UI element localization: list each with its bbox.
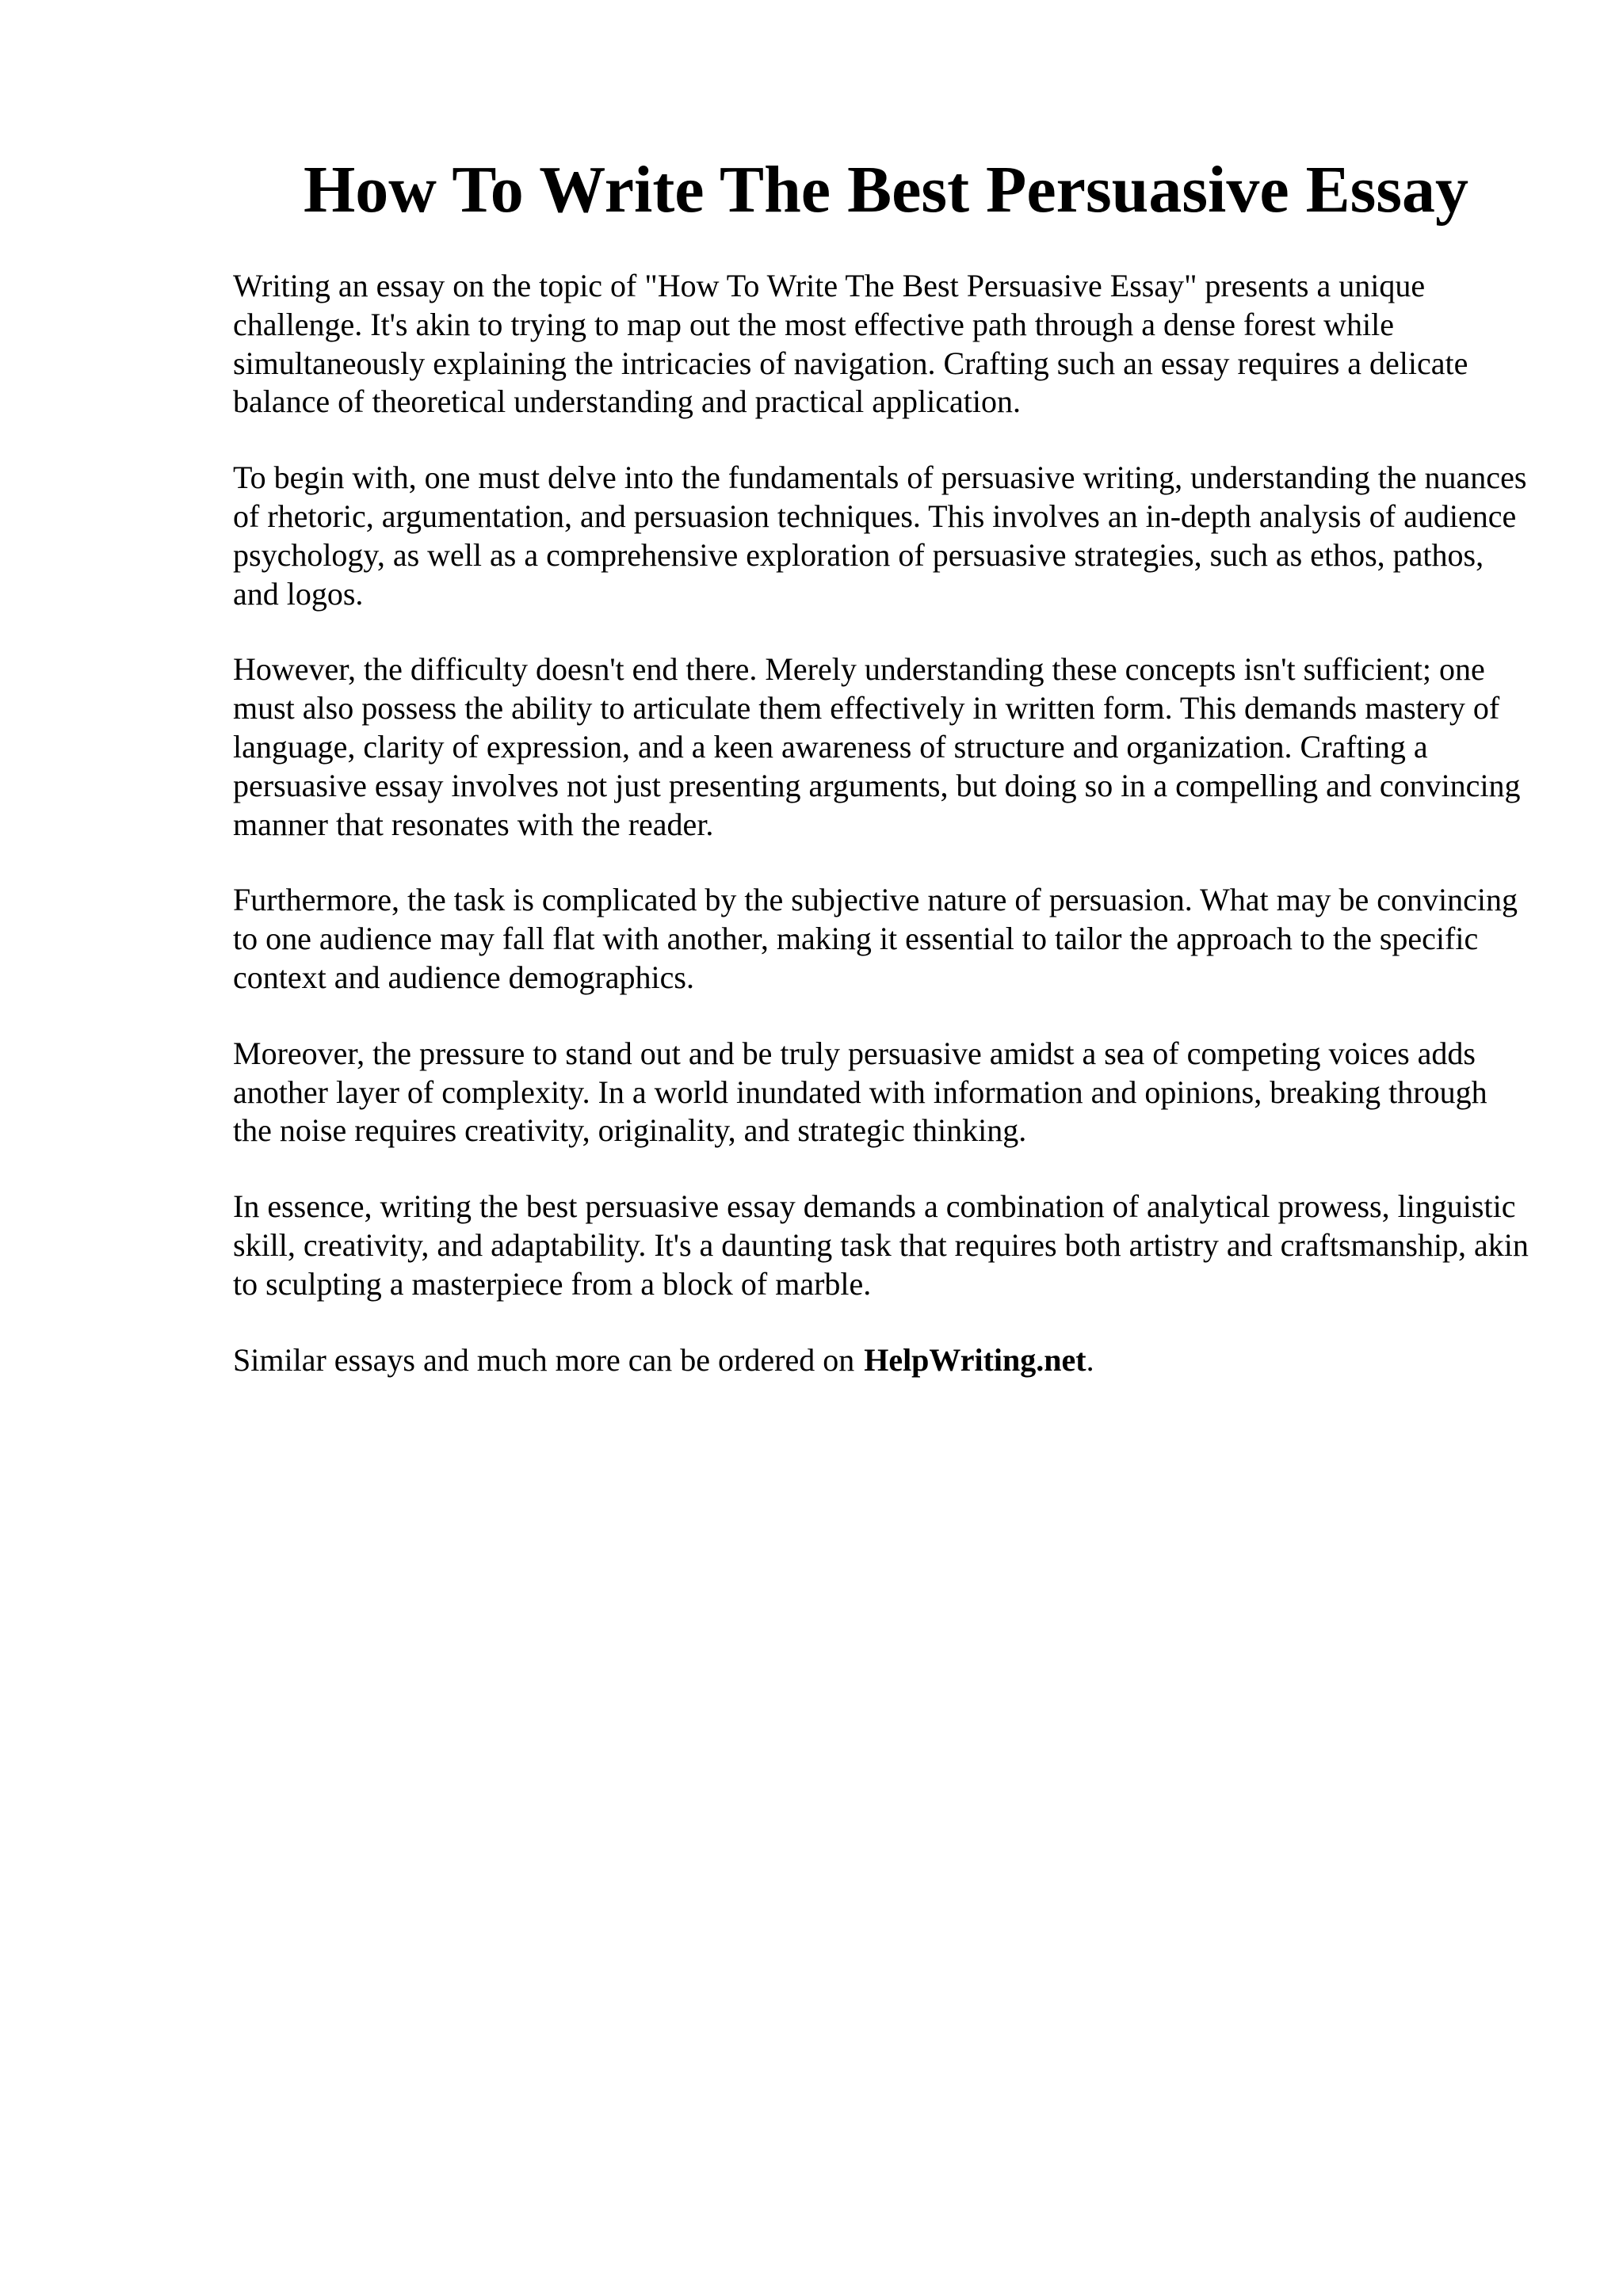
paragraph-1: Writing an essay on the topic of "How To Write The Best Persuasive Essay" presents a unique challenge. It's akin to trying to map out the most effective path through a dense forest while simultaneously explaining the intricacies of navigation. Crafting such an essay requires a delicate balance of theoretical understanding and practical application. <box>233 268 1468 420</box>
closing-paragraph <box>233 1341 1533 1380</box>
document-body <box>233 267 1533 1417</box>
paragraph-2: To begin with, one must delve into the fundamentals of persuasive writing, understanding the nuances of rhetoric, argumentation, and persuasion techniques. This involves an in-depth analysis of audience psychology, as well as a comprehensive exploration of persuasive strategies, such as ethos, pathos, and logos. <box>233 460 1527 612</box>
paragraph-3: However, the difficulty doesn't end there. Merely understanding these concepts isn't sufficient; one must also possess the ability to articulate them effectively in written form. This demands mastery of language, clarity of expression, and a keen awareness of structure and organization. Crafting a persuasive essay involves not just presenting arguments, but doing so in a compelling and convincing manner that resonates with the reader. <box>233 651 1521 842</box>
closing-period: . <box>1086 1341 1094 1378</box>
paragraph-6: In essence, writing the best persuasive essay demands a combination of analytical prowess, linguistic skill, creativity, and adaptability. It's a daunting task that requires both artistry and craftsmanship, akin to sculpting a masterpiece from a block of marble. <box>233 1188 1529 1302</box>
helpwriting-link[interactable]: HelpWriting.net <box>864 1341 1086 1378</box>
closing-text: Similar essays and much more can be ordered on <box>233 1341 855 1378</box>
paragraph-4: Furthermore, the task is complicated by the subjective nature of persuasion. What may be convincing to one audience may fall flat with another, making it essential to tailor the approach to the specific context and audience demographics. <box>233 882 1518 995</box>
document-title: How To Write The Best Persuasive Essay <box>303 153 1469 227</box>
paragraph-5: Moreover, the pressure to stand out and be truly persuasive amidst a sea of competing voices adds another layer of complexity. In a world inundated with information and opinions, breaking through the noise requires creativity, originality, and strategic thinking. <box>233 1035 1487 1149</box>
